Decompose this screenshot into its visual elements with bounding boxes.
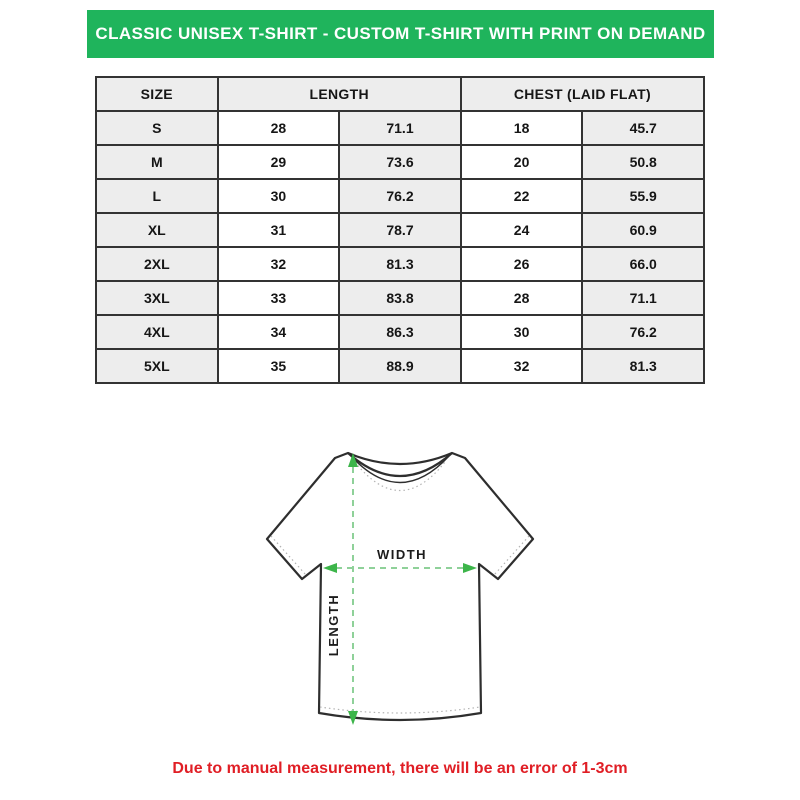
value-cell: 18 bbox=[461, 111, 583, 145]
value-cell: 34 bbox=[218, 315, 340, 349]
tshirt-outline bbox=[267, 453, 533, 720]
value-cell: 81.3 bbox=[582, 349, 704, 383]
table-header-row bbox=[96, 77, 704, 111]
value-cell: 88.9 bbox=[339, 349, 461, 383]
value-cell: 32 bbox=[461, 349, 583, 383]
value-cell: 24 bbox=[461, 213, 583, 247]
value-cell: 28 bbox=[461, 281, 583, 315]
value-cell: 20 bbox=[461, 145, 583, 179]
tshirt-measurement-diagram bbox=[240, 435, 560, 755]
table-row bbox=[96, 315, 704, 349]
value-cell: 29 bbox=[218, 145, 340, 179]
value-cell: 86.3 bbox=[339, 315, 461, 349]
value-cell: 83.8 bbox=[339, 281, 461, 315]
table-row bbox=[96, 247, 704, 281]
column-header-length: LENGTH bbox=[218, 77, 461, 111]
column-header-size: SIZE bbox=[96, 77, 218, 111]
title-banner bbox=[87, 10, 714, 58]
size-cell: 4XL bbox=[96, 315, 218, 349]
value-cell: 73.6 bbox=[339, 145, 461, 179]
size-cell: S bbox=[96, 111, 218, 145]
page-title: CLASSIC UNISEX T-SHIRT - CUSTOM T-SHIRT WITH PRINT ON DEMAND bbox=[95, 24, 706, 43]
value-cell: 35 bbox=[218, 349, 340, 383]
width-label: WIDTH bbox=[376, 547, 428, 562]
table-row bbox=[96, 349, 704, 383]
size-cell: 3XL bbox=[96, 281, 218, 315]
table-row bbox=[96, 111, 704, 145]
value-cell: 71.1 bbox=[339, 111, 461, 145]
value-cell: 50.8 bbox=[582, 145, 704, 179]
size-chart-table bbox=[95, 76, 705, 384]
value-cell: 78.7 bbox=[339, 213, 461, 247]
size-table-body bbox=[96, 111, 704, 383]
value-cell: 55.9 bbox=[582, 179, 704, 213]
size-cell: L bbox=[96, 179, 218, 213]
column-header-chest: CHEST (LAID FLAT) bbox=[461, 77, 704, 111]
value-cell: 30 bbox=[461, 315, 583, 349]
value-cell: 30 bbox=[218, 179, 340, 213]
value-cell: 33 bbox=[218, 281, 340, 315]
table-row bbox=[96, 145, 704, 179]
value-cell: 71.1 bbox=[582, 281, 704, 315]
value-cell: 26 bbox=[461, 247, 583, 281]
length-label: LENGTH bbox=[326, 593, 341, 657]
value-cell: 45.7 bbox=[582, 111, 704, 145]
table-row bbox=[96, 213, 704, 247]
measurement-error-note: Due to manual measurement, there will be an error of 1-3cm bbox=[172, 760, 628, 777]
value-cell: 81.3 bbox=[339, 247, 461, 281]
table-row bbox=[96, 179, 704, 213]
size-cell: 5XL bbox=[96, 349, 218, 383]
value-cell: 66.0 bbox=[582, 247, 704, 281]
value-cell: 76.2 bbox=[339, 179, 461, 213]
value-cell: 31 bbox=[218, 213, 340, 247]
value-cell: 32 bbox=[218, 247, 340, 281]
value-cell: 76.2 bbox=[582, 315, 704, 349]
value-cell: 60.9 bbox=[582, 213, 704, 247]
value-cell: 28 bbox=[218, 111, 340, 145]
value-cell: 22 bbox=[461, 179, 583, 213]
size-cell: 2XL bbox=[96, 247, 218, 281]
size-cell: M bbox=[96, 145, 218, 179]
table-row bbox=[96, 281, 704, 315]
size-cell: XL bbox=[96, 213, 218, 247]
